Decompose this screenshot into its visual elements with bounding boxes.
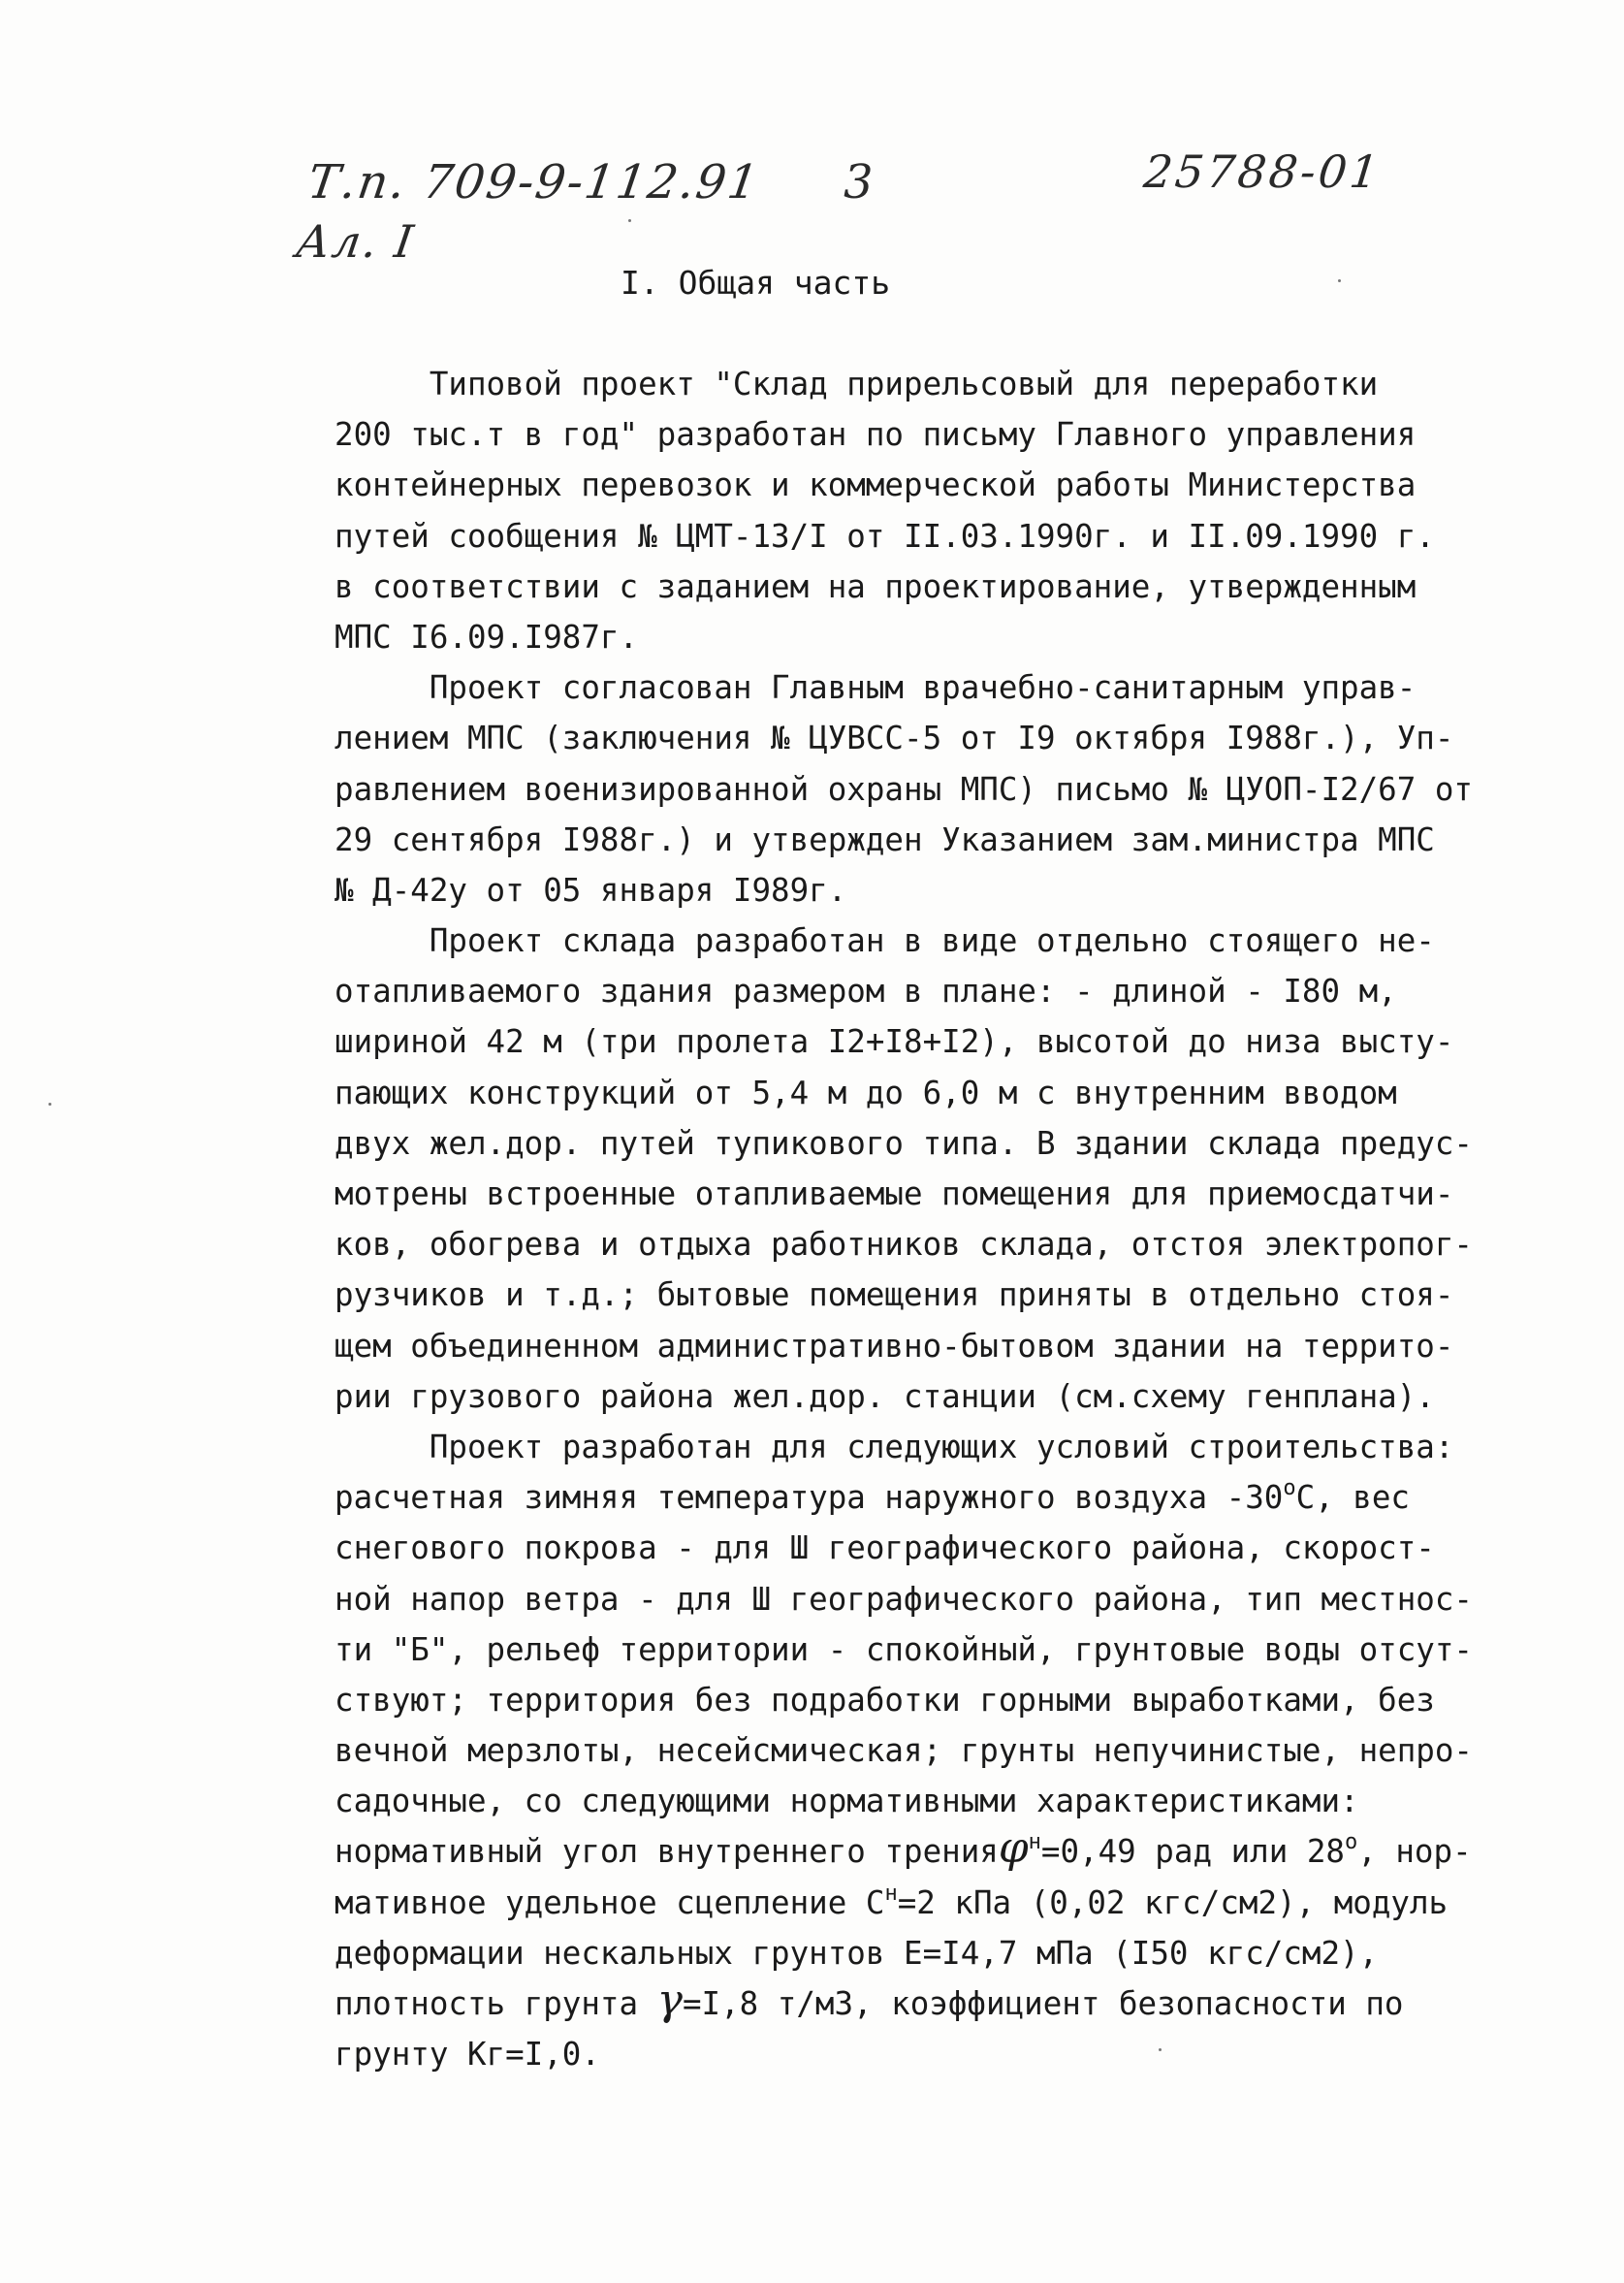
document-number-handwritten: 25788-01 [1141,145,1385,198]
scan-speck [628,219,631,222]
text-fragment: нормативный угол внутреннего трения [334,1833,999,1871]
text-line: контейнерных перевозок и коммерческой работы Министерства [334,466,1417,504]
text-fragment: =I,8 т/м3, коэффициент безопасности по [682,1985,1404,2022]
text-line: мотрены встроенные отапливаемые помещения для приемосдатчи- [334,1175,1454,1212]
text-line: в соответствии с заданием на проектирование, утвержденным [334,567,1417,605]
text-line: Типовой проект "Склад прирельсовый для переработки [334,366,1379,402]
normative-superscript: н [1028,1830,1041,1855]
text-line: рузчиков и т.д.; бытовые помещения приняты в отдельно стоя- [334,1276,1454,1314]
project-code-handwritten: Т.п. 709-9-112.91 [304,155,764,209]
text-line: Проект согласован Главным врачебно-санитарным управ- [334,669,1417,707]
text-line: лением МПС (заключения № ЦУВСС-5 от I9 октября I988г.), Уп- [334,720,1454,757]
paragraph-3 [334,916,1585,1422]
text-fragment: С, вес [1295,1479,1410,1517]
text-line: Проект разработан для следующих условий строительства: [334,1428,1454,1465]
album-number-handwritten: Ал. I [293,215,419,268]
text-line: вечной мерзлоты, несейсмическая; грунты непучинистые, непро- [334,1732,1473,1770]
text-line: ной напор ветра - для Ш географического района, тип местнос- [334,1580,1473,1618]
text-line: двух жел.дор. путей тупикового типа. В здании склада предус- [334,1124,1473,1162]
text-fragment: расчетная зимняя температура наружного воздуха -30 [334,1479,1284,1517]
degree-superscript: о [1283,1476,1296,1501]
text-line: грунту Кг=I,0. [334,2036,600,2074]
text-fragment: , нор- [1357,1833,1472,1871]
text-line: ков, обогрева и отдыха работников склада, отстоя электропог- [334,1226,1473,1264]
text-fragment: мативное удельное сцепление С [334,1883,885,1921]
page-number-handwritten: 3 [844,155,874,209]
text-line: путей сообщения № ЦМТ-13/I от II.03.1990г. и II.09.1990 г. [334,517,1435,555]
paragraph-4 [334,1422,1585,2079]
degree-superscript: о [1344,1830,1358,1855]
temperature-line [334,1472,1585,1523]
text-line: садочные, со следующими нормативными характеристиками: [334,1783,1359,1820]
text-line: отапливаемого здания размером в плане: - длиной - I80 м, [334,973,1397,1011]
text-line: рии грузового района жел.дор. станции (см.схему генплана). [334,1377,1435,1415]
friction-angle-line [334,1823,1585,1877]
scan-speck [1159,2048,1162,2051]
normative-superscript: н [884,1881,898,1906]
text-line: ти "Б", рельеф территории - спокойный, грунтовые воды отсут- [334,1630,1473,1668]
text-fragment: плотность грунта [334,1985,657,2022]
text-line: ствуют; территория без подработки горными выработками, без [334,1681,1435,1719]
text-line: снегового покрова - для Ш географического района, скорост- [334,1529,1435,1567]
section-title: I. Общая часть [621,264,891,302]
scan-speck [48,1103,51,1106]
body-text [334,359,1585,2079]
text-line: МПС I6.09.I987г. [334,618,639,656]
text-line: щем объединенном административно-бытовом здании на террито- [334,1327,1454,1365]
scan-speck [1338,279,1341,282]
cohesion-line [334,1878,1585,1928]
text-line: 29 сентября I988г.) и утвержден Указанием зам.министра МПС [334,820,1435,858]
text-line: равлением военизированной охраны МПС) письмо № ЦУОП-I2/67 от [334,770,1473,808]
text-fragment: =0,49 рад или 28 [1040,1833,1345,1871]
phi-symbol: φ [998,1823,1029,1874]
text-line: 200 тыс.т в год" разработан по письму Главного управления [334,416,1417,454]
text-line: № Д-42у от 05 января I989г. [334,871,847,909]
text-line: пающих конструкций от 5,4 м до 6,0 м с внутренним вводом [334,1074,1397,1111]
density-line [334,1978,1585,2029]
gamma-symbol: γ [656,1976,683,2025]
text-line: шириной 42 м (три пролета I2+I8+I2), высотой до низа высту- [334,1023,1454,1061]
paragraph-1 [334,359,1585,662]
text-fragment: =2 кПа (0,02 кгс/см2), модуль [897,1883,1449,1921]
text-line: Проект склада разработан в виде отдельно стоящего не- [334,922,1435,960]
text-line: деформации нескальных грунтов Е=I4,7 мПа (I50 кгс/см2), [334,1934,1379,1972]
paragraph-2 [334,662,1585,916]
